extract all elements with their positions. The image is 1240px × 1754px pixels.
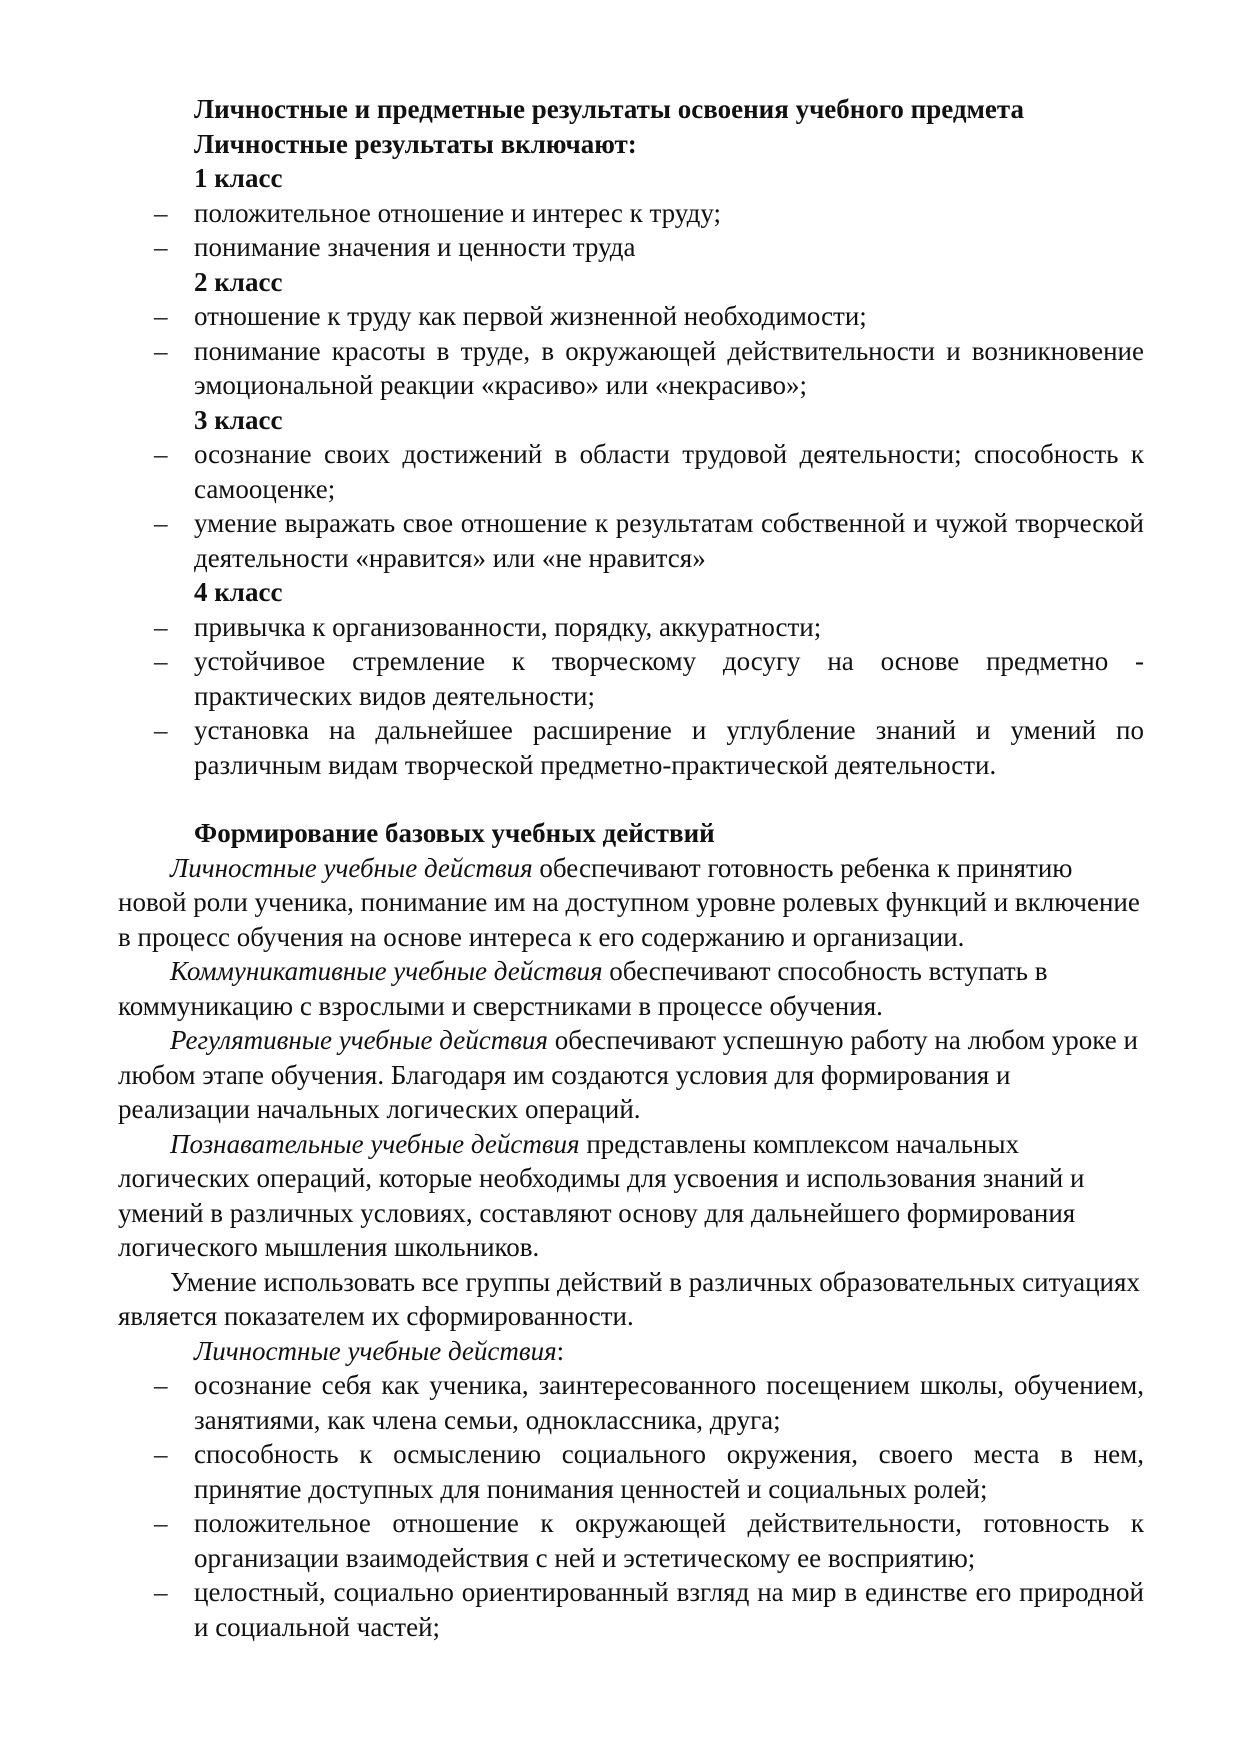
list-item: – способность к осмыслению социального окружения, своего места в нем, принятие доступных для понимания ценностей и социальных ролей; — [154, 1439, 1144, 1504]
list-item: – отношение к труду как первой жизненной необходимости; — [118, 299, 1144, 334]
dash-bullet: – — [154, 335, 168, 366]
list-item: – осознание себя как ученика, заинтересованного посещением школы, обучением, занятиями, как члена семьи, одноклассника, друга; — [154, 1370, 1144, 1435]
list-item: – положительное отношение и интерес к труду; — [118, 196, 1144, 231]
dash-bullet: – — [154, 197, 168, 228]
dash-bullet: – — [154, 232, 168, 262]
dash-bullet: – — [154, 1508, 168, 1538]
dash-bullet: – — [154, 508, 168, 538]
grade-label: 2 класс — [194, 266, 283, 297]
dash-bullet: – — [154, 301, 168, 331]
paragraph: Регулятивные учебные действия обеспечивают успешную работу на любом уроке и любом этапе обучения. Благодаря им создаются условия для формирования и реализации начальных логических операций. — [118, 1025, 1138, 1124]
list-item: – умение выражать свое отношение к результатам собственной и чужой творческой деятельности «нравится» или «не нравится» — [154, 508, 1144, 573]
dash-bullet: – — [154, 1370, 168, 1400]
section-title: Личностные и предметные результаты освоения учебного предмета — [194, 94, 1025, 124]
list-item: – осознание своих достижений в области трудовой деятельности; способность к самооценке; — [154, 439, 1144, 504]
list-item: – понимание красоты в труде, в окружающей действительности и возникновение эмоциональной реакции «красиво» или «некрасиво»; — [154, 335, 1144, 400]
grade-label: 3 класс — [194, 404, 283, 435]
dash-bullet: – — [154, 611, 168, 642]
subsection-title: Личностные результаты включают: — [194, 128, 637, 159]
paragraph: Познавательные учебные действия представлены комплексом начальных логических операций, которые необходимы для усвоения и использования знаний и умений в различных условиях, составляют основу для дальнейшего формирования логического мышления школьников. — [118, 1128, 1085, 1262]
section-title: Формирование базовых учебных действий — [194, 818, 715, 848]
paragraph: Личностные учебные действия обеспечивают готовность ребенка к принятию новой роли ученика, понимание им на доступном уровне ролевых функций и включение в процесс обучения на основе интереса к его содержанию и организации. — [118, 852, 1140, 952]
dash-bullet: – — [154, 1577, 168, 1607]
dash-bullet: – — [154, 1439, 168, 1469]
list-item: – устойчивое стремление к творческому досугу на основе предметно - практических видов деятельности; — [154, 646, 1144, 711]
spacer — [118, 782, 1144, 816]
list-item: – положительное отношение к окружающей действительности, готовность к организации взаимодействия с ней и эстетическому ее восприятию; — [154, 1508, 1144, 1573]
grade-label: 4 класс — [194, 577, 283, 607]
list-label: Личностные учебные действия: — [194, 1335, 565, 1366]
list-item: – привычка к организованности, порядку, аккуратности; — [118, 610, 1144, 645]
paragraph: Умение использовать все группы действий в различных образовательных ситуациях является показателем их сформированности. — [118, 1266, 1140, 1331]
grade-label: 1 класс — [194, 163, 283, 193]
list-item: – понимание значения и ценности труда — [118, 230, 1144, 265]
dash-bullet: – — [154, 439, 168, 469]
page-content — [118, 92, 1144, 1644]
list-item: – установка на дальнейшее расширение и углубление знаний и умений по различным видам творческой предметно-практической деятельности. — [154, 715, 1144, 780]
paragraph: Коммуникативные учебные действия обеспечивают способность вступать в коммуникацию с взрослыми и сверстниками в процессе обучения. — [118, 956, 1048, 1021]
dash-bullet: – — [154, 646, 168, 676]
list-item: – целостный, социально ориентированный взгляд на мир в единстве его природной и социальной частей; — [154, 1577, 1144, 1642]
dash-bullet: – — [154, 715, 168, 745]
